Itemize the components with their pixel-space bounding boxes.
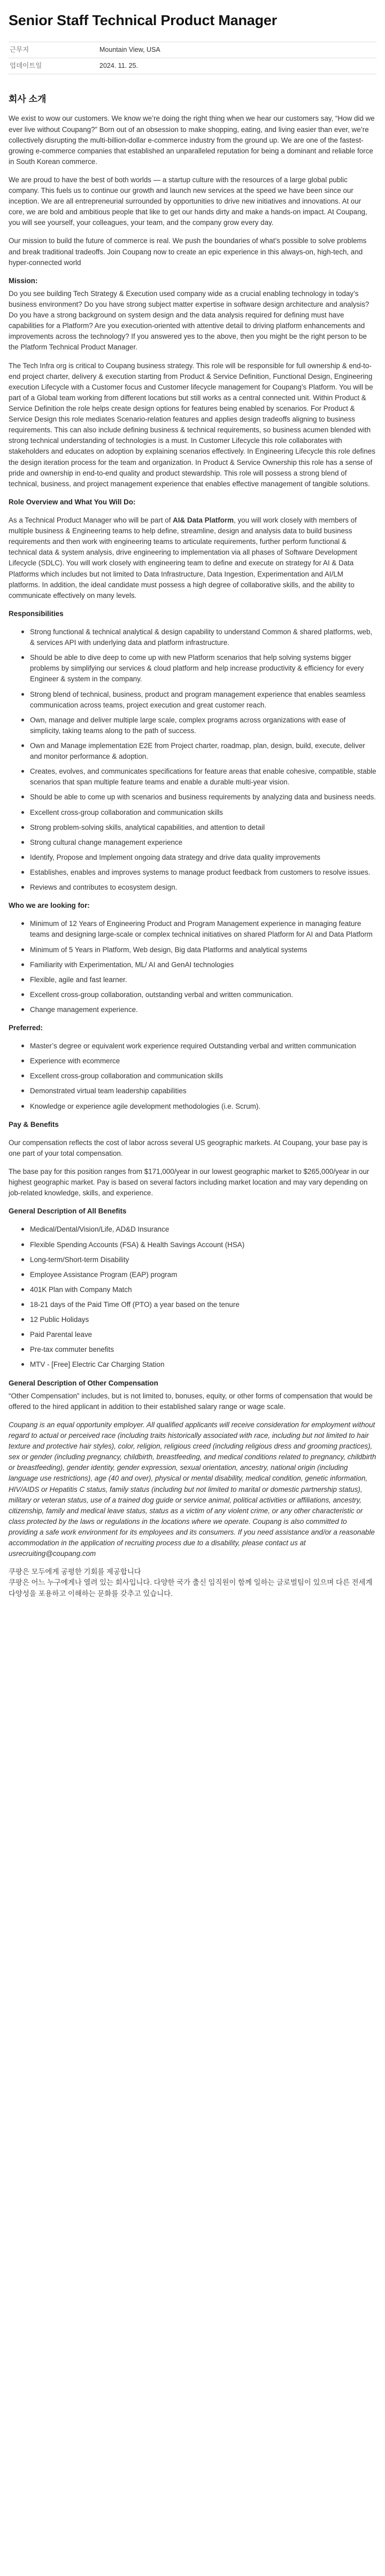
korean-equal-opportunity-title: 쿠팡은 모두에게 공평한 기회를 제공합니다 — [9, 1568, 141, 1576]
list-item: Own and Manage implementation E2E from Project charter, roadmap, plan, design, build, execute, deliver and monitor performance & adoption. — [9, 741, 376, 762]
list-item: Strong cultural change management experience — [9, 837, 376, 848]
list-item: Master’s degree or equivalent work experience required Outstanding verbal and written communication — [9, 1041, 376, 1052]
responsibilities-section — [9, 609, 376, 893]
qualifications-list — [9, 919, 376, 1015]
intro-paragraph: Our mission to build the future of commerce is real. We push the boundaries of what’s possible to solve problems and break traditional tradeoffs. Join Coupang now to create an epic experience in this always-on, high-tech, and hyper-connected world — [9, 237, 367, 267]
meta-value-location: Mountain View, USA — [99, 42, 376, 58]
mission-paragraph: Do you see building Tech Strategy & Execution used company wide as a crucial enabling technology in today’s business environment? Do you have strong subject matter expertise in software design architecture and analysis? Do you have a strong background on system design and the data analysis required for defining must have capabilities for a Platform? Are you execution-oriented with attentive detail to driving platform enhancements and improvements across the technology? If you answered yes to the above, then you might be the right person to be the Platform Technical Product Manager. — [9, 289, 369, 352]
role-overview-paragraph — [9, 515, 376, 601]
list-item: Flexible Spending Accounts (FSA) & Health Savings Account (HSA) — [9, 1240, 376, 1250]
mission-paragraph: The Tech Infra org is critical to Coupang business strategy. This role will be responsible for full ownership & end-to-end project charter, delivery & execution starting from Product & Service Definition, Functional Design, Engineering execution Lifecycle with a Customer focus and Customer lifecycle management for Coupang’s Platform. You will be part of a Global team working from different locations but still works as a central connected unit. Within Product & Service Definition the role helps create design options for features being enabled by scenarios. For Product & Service Design this role mediates Scenario-relation features and applies design tradeoffs aligning to business requirements. This can also include defining business & technical requirements, so business acumen blended with strong technical understanding of technologies is a must. In Customer Lifecycle this role collaborates with stakeholders and educates on adoption by explaining scenarios effectively. In Engineering Lifecycle this role defines the design iteration process for the team and organization. In Product & Service Ownership this role has a sense of pride and ownership in end-to-end quality and product stewardship. This role will possess a strong blend of technical, business, and project management experience that enables effective management of tangible solutions. — [9, 361, 375, 488]
preferred-heading: Preferred: — [9, 1024, 43, 1032]
job-meta-table — [9, 42, 376, 74]
pay-benefits-heading: Pay & Benefits — [9, 1120, 59, 1129]
meta-row-updated — [9, 58, 376, 74]
list-item: Strong blend of technical, business, product and program management experience that enables seamless communication across teams, project execution and great customer reach. — [9, 689, 376, 711]
meta-value-updated: 2024. 11. 25. — [99, 58, 376, 74]
job-title: Senior Staff Technical Product Manager — [9, 12, 277, 28]
list-item: 18-21 days of the Paid Time Off (PTO) a year based on the tenure — [9, 1299, 376, 1310]
intro-paragraph: We are proud to have the best of both worlds — a startup culture with the resources of a large global public company. This fuels us to continue our growth and launch new services at the speed we have been since our inception. We are all entrepreneurial surrounded by opportunities to drive new initiatives and innovations. At our core, we are bold and ambitious people that like to get our hands dirty and make a hands-on impact. At Coupang, you will see yourself, your colleagues, your team, and the company grow every day. — [9, 175, 367, 227]
role-text-before: As a Technical Product Manager who will be part of — [9, 516, 173, 524]
other-compensation-heading: General Description of Other Compensation — [9, 1379, 158, 1387]
intro-paragraph: We exist to wow our customers. We know we’re doing the right thing when we hear our customers say, “How did we ever live without Coupang?” Born out of an obsession to make shopping, eating, and living easier than ever, we’re collectively disrupting the multi-billion-dollar e-commerce industry from the ground up. We are one of the fastest-growing e-commerce companies that established an unparalleled reputation for being a dominant and reliable force in South Korean commerce. — [9, 114, 375, 166]
mission-heading: Mission: — [9, 276, 38, 285]
list-item: Change management experience. — [9, 1005, 376, 1015]
list-item: Should be able to come up with scenarios and business requirements by analyzing data and business needs. — [9, 792, 376, 803]
list-item: Minimum of 5 Years in Platform, Web design, Big data Platforms and analytical systems — [9, 945, 376, 955]
list-item: Paid Parental leave — [9, 1329, 376, 1340]
pay-paragraph: The base pay for this position ranges from $171,000/year in our lowest geographic market to $265,000/year in our highest geographic market. Pay is based on several factors including market location and may vary depending on job-related knowledge, skills, and experience. — [9, 1168, 369, 1197]
list-item: Long-term/Short-term Disability — [9, 1255, 376, 1265]
list-item: Should be able to dive deep to come up with new Platform scenarios that help solving systems bigger problems by simplifying our services & cloud platform and help increase productivity & efficiency for every Engineer & system in the company. — [9, 652, 376, 684]
list-item: MTV - [Free] Electric Car Charging Station — [9, 1359, 376, 1370]
list-item: 12 Public Holidays — [9, 1314, 376, 1325]
list-item: Establishes, enables and improves systems to manage product feedback from customers to resolve issues. — [9, 867, 376, 878]
benefits-list — [9, 1224, 376, 1370]
meta-label-location: 근무지 — [9, 42, 99, 58]
meta-label-updated: 업데이트일 — [9, 58, 99, 74]
korean-diversity-note: 쿠팡은 어느 누구에게나 열려 있는 회사입니다. 다양한 국가 출신 임직원이 함께 일하는 글로벌팀이 있으며 다른 전세계 다양성을 포용하고 이해하는 문화를 갖추고 있습니다. — [9, 1578, 373, 1598]
pay-paragraph: Our compensation reflects the cost of labor across several US geographic markets. At Coupang, your base pay is one part of your total compensation. — [9, 1138, 368, 1157]
list-item: Own, manage and deliver multiple large scale, complex programs across organizations with ease of simplicity, taking teams along to the path of success. — [9, 715, 376, 736]
list-item: Identify, Propose and Implement ongoing data strategy and drive data quality improvements — [9, 852, 376, 863]
list-item: Creates, evolves, and communicates specifications for feature areas that enable cohesive, compatible, stable scenarios that span multiple feature teams and enable a durable multi-year vision. — [9, 766, 376, 788]
list-item: Excellent cross-group collaboration and communication skills — [9, 1071, 376, 1081]
list-item: Flexible, agile and fast learner. — [9, 975, 376, 985]
list-item: 401K Plan with Company Match — [9, 1285, 376, 1295]
list-item: Strong functional & technical analytical & design capability to understand Common & shared platforms, web, & services API with underlying data and platform infrastructure. — [9, 627, 376, 648]
list-item: Experience with ecommerce — [9, 1056, 376, 1067]
list-item: Employee Assistance Program (EAP) program — [9, 1270, 376, 1280]
role-overview-section — [9, 497, 376, 601]
list-item: Knowledge or experience agile development methodologies (i.e. Scrum). — [9, 1101, 376, 1112]
company-intro-heading: 회사 소개 — [9, 94, 47, 104]
list-item: Excellent cross-group collaboration and communication skills — [9, 807, 376, 818]
korean-notes-section — [9, 1567, 376, 1599]
preferred-section — [9, 1023, 376, 1112]
pay-benefits-section — [9, 1119, 376, 1199]
list-item: Pre-tax commuter benefits — [9, 1344, 376, 1355]
list-item: Medical/Dental/Vision/Life, AD&D Insurance — [9, 1224, 376, 1235]
list-item: Strong problem-solving skills, analytical capabilities, and attention to detail — [9, 822, 376, 833]
qualifications-heading: Who we are looking for: — [9, 901, 90, 910]
benefits-heading: General Description of All Benefits — [9, 1207, 127, 1216]
responsibilities-list — [9, 627, 376, 893]
role-overview-heading: Role Overview and What You Will Do: — [9, 497, 136, 506]
list-item: Minimum of 12 Years of Engineering Product and Program Management experience in managing feature teams and designing large-scale or complex technical initiatives on shared Platform for AI and Data Platform — [9, 919, 376, 940]
benefits-section — [9, 1206, 376, 1370]
responsibilities-heading: Responsibilities — [9, 609, 64, 618]
list-item: Excellent cross-group collaboration, outstanding verbal and written communication. — [9, 990, 376, 1000]
mission-section — [9, 276, 376, 489]
preferred-list — [9, 1041, 376, 1112]
list-item: Familiarity with Experimentation, ML/ AI and GenAI technologies — [9, 960, 376, 970]
other-compensation-section — [9, 1378, 376, 1560]
other-compensation-paragraph: “Other Compensation” includes, but is not limited to, bonuses, equity, or other forms of compensation that would be offered to the hired applicant in addition to their established salary range or wage scale. — [9, 1391, 373, 1411]
list-item: Reviews and contributes to ecosystem design. — [9, 882, 376, 893]
list-item: Demonstrated virtual team leadership capabilities — [9, 1086, 376, 1096]
role-text-bold: AI& Data Platform — [173, 516, 234, 524]
company-intro-section — [9, 92, 376, 268]
role-text-after: , you will work closely with members of multiple business & Engineering teams to help define, streamline, design and analysis data to build business requirements and then work with engineering teams to articulate requirements, further perform functional & technical data & system analysis, drive engineering to implementation via all phases of Software Development Lifecycle (SDLC). You will work closely with engineering team to define and execute on strategy for AI & Data Platforms which includes but not limited to Data Infrastructure, Data Ingestion, Experimentation and AI/LM platforms. In addition, the ideal candidate must possess a high degree of collaborative skills, and the ability to communicate effectively on many levels. — [9, 516, 358, 600]
meta-row-location — [9, 42, 376, 58]
qualifications-section — [9, 900, 376, 1015]
equal-opportunity-statement: Coupang is an equal opportunity employer. All qualified applicants will receive consideration for employment without regard to actual or perceived race (including traits historically associated with race, including but not limited to hair texture and protective hair styles), color, religion, religious creed (including religious dress and grooming practices), sex or gender (including pregnancy, childbirth, breastfeeding, and medical conditions related to pregnancy, childbirth or breastfeeding), gender identity, gender expression, sexual orientation, ancestry, national origin (including language use restrictions), age (40 and over), physical or mental disability, medical condition, genetic information, HIV/AIDS or Hepatitis C status, family status (including but not limited to marital or domestic partnership status), military or veteran status, use of a trained dog guide or service animal, political activities or affiliations, ancestry, citizenship, family and medical leave status, status as a victim of any violent crime, or any other characteristic or class protected by the laws or regulations in the locations where we operate. Coupang is also committed to providing a safe work environment for its employees and its consumers. If you need assistance and/or a reasonable accommodation in the application of recruiting process due to a disability, please contact us at usrecruiting@coupang.com — [9, 1420, 376, 1558]
